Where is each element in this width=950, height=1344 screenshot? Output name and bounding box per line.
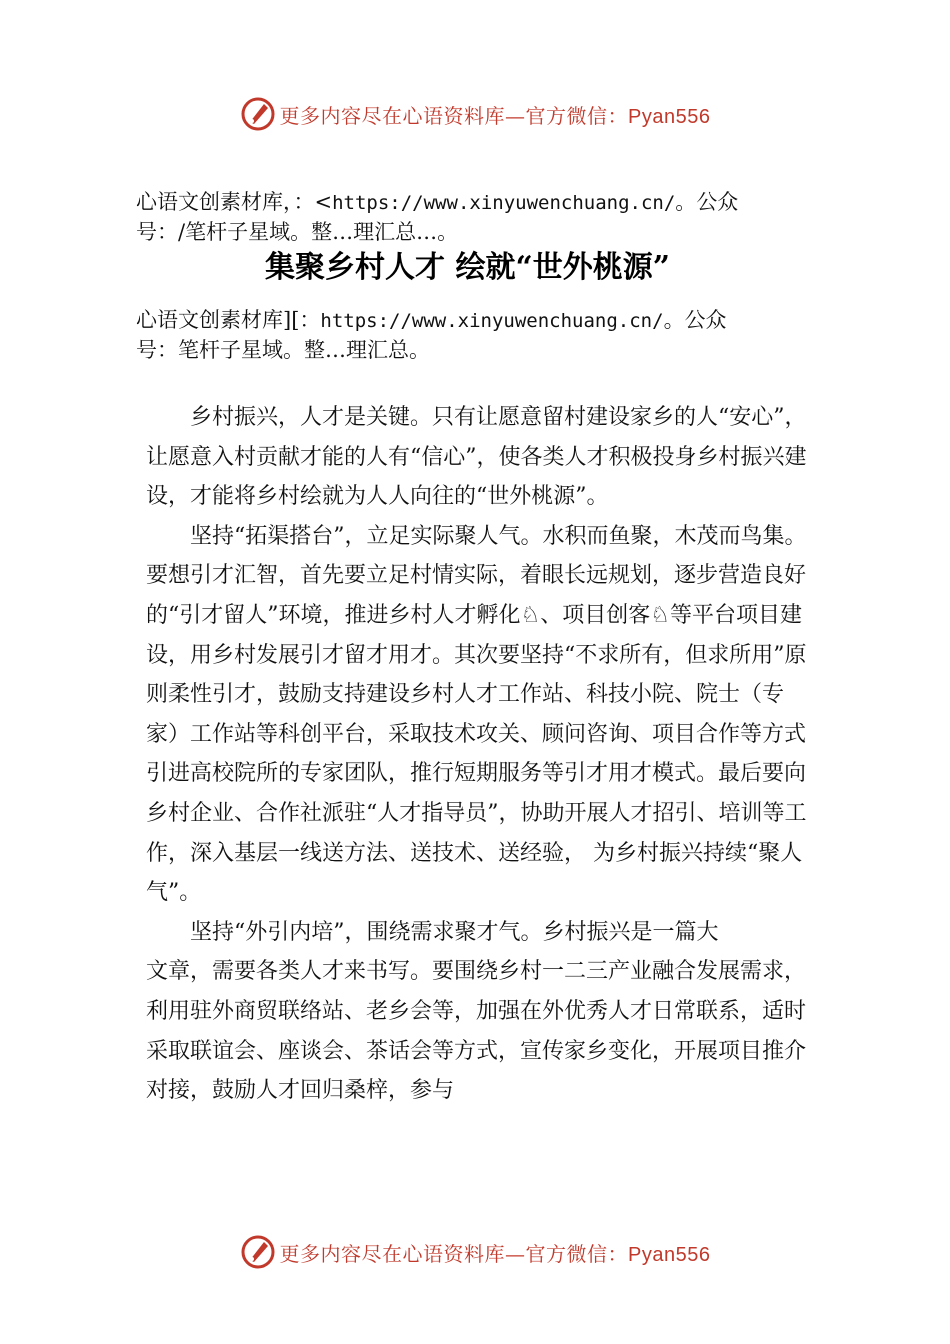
article-body — [146, 398, 816, 1111]
source-note-1: 心语文创素材库，：<https://www.xinyuwenchuang.cn/。公众 号：/笔杆子星域。整…理汇总…。 — [136, 190, 739, 244]
pen-nib-logo-icon — [240, 96, 276, 132]
source-note-2: 心语文创素材库][：https://www.xinyuwenchuang.cn/。公众 号：笔杆子星域。整…理汇总。 — [136, 308, 727, 362]
page-title: 集聚乡村人才 绘就“世外桃源” — [265, 250, 670, 285]
pen-nib-logo-icon — [240, 1234, 276, 1270]
paragraph: 乡村振兴，人才是关键。只有让愿意留村建设家乡的人“安心”，让愿意入村贡献才能的人有“信心”，使各类人才积极投身乡村振兴建设，才能将乡村绘就为人人向往的“世外桃源”。 — [146, 405, 807, 510]
paragraph: 文章，需要各类人才来书写。要围绕乡村一二三产业融合发展需求，利用驻外商贸联络站、老乡会等，加强在外优秀人才日常联系，适时采取联谊会、座谈会、茶话会等方式，宣传家乡变化，开展项目推介对接，鼓励人才回归桑梓，参与 — [146, 959, 807, 1104]
footer-banner — [0, 1232, 950, 1272]
banner-text: 更多内容尽在心语资料库—官方微信：Pyan556 — [279, 1241, 711, 1266]
banner-text: 更多内容尽在心语资料库—官方微信：Pyan556 — [279, 103, 711, 128]
paragraph: 坚持“外引内培”，围绕需求聚才气。乡村振兴是一篇大 — [190, 919, 719, 945]
header-banner — [0, 94, 950, 134]
paragraph: 坚持“拓渠搭台”，立足实际聚人气。水积而鱼聚，木茂而鸟集。要想引才汇智，首先要立足村情实际，着眼长远规划，逐步营造良好的“引才留人”环境，推进乡村人才孵化♘、项目创客♘等平台项目建设，用乡村发展引才留才用才。其次要坚持“不求所有，但求所用”原则柔性引才，鼓励支持建设乡村人才工作站、科技小院、院士（专家）工作站等科创平台，采取技术攻关、顾问咨询、项目合作等方式引进高校院所的专家团队，推行短期服务等引才用才模式。最后要向乡村企业、合作社派驻“人才指导员”，协助开展人才招引、培训等工作，深入基层一线送方法、送技术、送经验， 为乡村振兴持续“聚人气”。 — [146, 523, 807, 906]
